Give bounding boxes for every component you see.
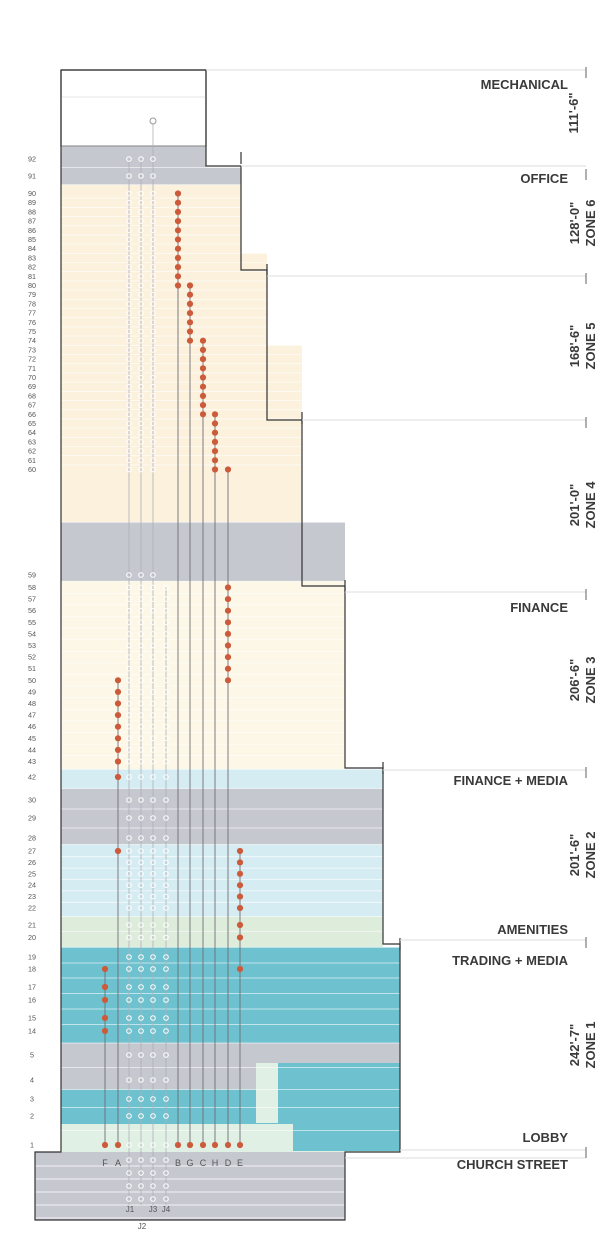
floor-label-47: 47 bbox=[28, 710, 36, 720]
floor-band-63 bbox=[61, 437, 302, 446]
elevator-stop-d bbox=[225, 619, 231, 625]
floor-label-75: 75 bbox=[28, 327, 36, 336]
floor-band-28 bbox=[61, 828, 383, 845]
floor-label-65: 65 bbox=[28, 419, 36, 428]
elevator-stop-b bbox=[175, 200, 181, 206]
floor-label-24: 24 bbox=[28, 880, 36, 890]
floor-label-44: 44 bbox=[28, 745, 36, 755]
floor-band-67 bbox=[61, 401, 302, 410]
floor-label-17: 17 bbox=[28, 982, 36, 992]
floor-label-43: 43 bbox=[28, 757, 36, 766]
floor-label-81: 81 bbox=[28, 271, 36, 281]
elevator-stop-a bbox=[115, 1142, 121, 1148]
elevator-stop-e bbox=[237, 871, 243, 877]
elevator-stop-a bbox=[115, 758, 121, 764]
elevator-stop-g bbox=[187, 338, 193, 344]
floor-label-28: 28 bbox=[28, 833, 36, 843]
elevator-stop-d bbox=[225, 466, 231, 472]
elevator-stop-b bbox=[175, 227, 181, 233]
zone-6-label: ZONE 6 bbox=[583, 199, 598, 247]
floor-label-90: 90 bbox=[28, 189, 36, 198]
floor-band-81 bbox=[61, 272, 267, 281]
floor-band-69 bbox=[61, 382, 302, 391]
floor-band-17 bbox=[61, 978, 400, 994]
floor-band-25 bbox=[61, 868, 383, 879]
floor-label-68: 68 bbox=[28, 391, 36, 401]
height-mechanical: 111'-6" bbox=[566, 92, 581, 134]
floor-band-30 bbox=[61, 789, 383, 810]
elevator-stop-g bbox=[187, 1142, 193, 1148]
elevator-stop-d bbox=[225, 631, 231, 637]
elevator-stop-b bbox=[175, 1142, 181, 1148]
shaft-label-f: F bbox=[102, 1158, 108, 1168]
floor-label-92: 92 bbox=[28, 154, 36, 164]
label-finance-media: FINANCE + MEDIA bbox=[453, 773, 568, 788]
floor-label-26: 26 bbox=[28, 857, 36, 867]
floor-label-83: 83 bbox=[28, 253, 36, 263]
elevator-stop-d bbox=[225, 666, 231, 672]
elevator-stop-e bbox=[237, 905, 243, 911]
floor-label-80: 80 bbox=[28, 281, 36, 290]
floor-band-16 bbox=[61, 994, 400, 1010]
core-label-j2: J2 bbox=[137, 1222, 147, 1231]
floor-label-53: 53 bbox=[28, 641, 36, 650]
floor-label-20: 20 bbox=[28, 933, 36, 942]
elevator-stop-b bbox=[175, 273, 181, 279]
height-zone-5: 168'-6" bbox=[567, 324, 582, 368]
floor-band-20 bbox=[61, 931, 383, 947]
floor-band-71 bbox=[61, 364, 302, 373]
elevator-stop-f bbox=[102, 1142, 108, 1148]
floor-label-25: 25 bbox=[28, 869, 36, 879]
floor-label-55: 55 bbox=[28, 617, 36, 627]
zone-3-label: ZONE 3 bbox=[583, 656, 598, 704]
floor-band-72 bbox=[61, 355, 302, 364]
floor-band-76 bbox=[61, 318, 267, 327]
elevator-stop-d bbox=[225, 584, 231, 590]
elevator-stop-c bbox=[200, 402, 206, 408]
elevator-stop-h bbox=[212, 420, 218, 426]
elevator-stop-d bbox=[225, 654, 231, 660]
floor-band-78 bbox=[61, 299, 267, 308]
floor-label-22: 22 bbox=[28, 903, 36, 913]
mechanical-box bbox=[61, 70, 206, 146]
floor-number-labels bbox=[28, 155, 36, 1150]
height-zone-3: 206'-6" bbox=[567, 658, 582, 702]
elevator-stop-h bbox=[212, 439, 218, 445]
floor-band-15 bbox=[61, 1009, 400, 1025]
elevator-stop-d bbox=[225, 677, 231, 683]
elevator-stop-g bbox=[187, 301, 193, 307]
label-amenities: AMENITIES bbox=[497, 922, 568, 937]
floor-label-30: 30 bbox=[28, 795, 36, 805]
floor-label-46: 46 bbox=[28, 722, 36, 732]
label-mechanical: MECHANICAL bbox=[480, 77, 568, 92]
floor-label-70: 70 bbox=[28, 373, 36, 382]
floor-band-61 bbox=[61, 456, 302, 465]
elevator-stop-g bbox=[187, 292, 193, 298]
floor-band-42 bbox=[61, 769, 383, 788]
elevator-stop-c bbox=[200, 393, 206, 399]
height-zone-6: 128'-0" bbox=[567, 201, 582, 245]
floor-label-77: 77 bbox=[28, 308, 36, 318]
floor-label-91: 91 bbox=[28, 171, 36, 181]
floor-label-61: 61 bbox=[28, 455, 36, 465]
floor-band-19 bbox=[61, 947, 400, 963]
floor-label-79: 79 bbox=[28, 290, 36, 300]
floor-label-73: 73 bbox=[28, 345, 36, 355]
elevator-stop-c bbox=[200, 1142, 206, 1148]
floor-band-75 bbox=[61, 327, 267, 336]
floor-band-82 bbox=[61, 263, 267, 272]
floor-band-77 bbox=[61, 309, 267, 318]
shaft-label-e: E bbox=[236, 1158, 244, 1168]
elevator-stop-h bbox=[212, 430, 218, 436]
core-top-stop bbox=[150, 118, 156, 124]
floor-label-63: 63 bbox=[28, 437, 36, 447]
elevator-stop-c bbox=[200, 411, 206, 417]
core-label-j1: J1 bbox=[125, 1205, 135, 1214]
elevator-stop-c bbox=[200, 338, 206, 344]
floor-label-14: 14 bbox=[28, 1026, 36, 1036]
elevator-stop-g bbox=[187, 310, 193, 316]
floor-band-92 bbox=[61, 146, 206, 168]
label-trading-media: TRADING + MEDIA bbox=[452, 953, 568, 968]
height-zone-1: 242'-7" bbox=[567, 1023, 582, 1067]
floor-band-22 bbox=[61, 902, 383, 916]
elevator-stop-c bbox=[200, 347, 206, 353]
elevator-stop-f bbox=[102, 984, 108, 990]
core-label-j4: J4 bbox=[161, 1205, 171, 1214]
floor-label-74: 74 bbox=[28, 336, 36, 346]
floor-label-2: 2 bbox=[30, 1111, 34, 1121]
floor-band-70 bbox=[61, 373, 302, 382]
shaft-label-b: B bbox=[174, 1158, 182, 1168]
floor-band-14 bbox=[61, 1025, 400, 1044]
elevator-stop-c bbox=[200, 356, 206, 362]
floor-band-27 bbox=[61, 845, 383, 857]
floor-label-89: 89 bbox=[28, 198, 36, 208]
zone-5-label: ZONE 5 bbox=[583, 322, 598, 370]
floor-band-66 bbox=[61, 410, 302, 419]
floor-band-26 bbox=[61, 857, 383, 868]
floor-band-68 bbox=[61, 391, 302, 400]
height-zone-2: 201'-6" bbox=[567, 833, 582, 877]
floor-label-76: 76 bbox=[28, 317, 36, 327]
floor-label-19: 19 bbox=[28, 952, 36, 962]
floor-label-51: 51 bbox=[28, 664, 36, 674]
elevator-stop-a bbox=[115, 677, 121, 683]
floor-label-21: 21 bbox=[28, 920, 36, 930]
elevator-stop-f bbox=[102, 966, 108, 972]
elevator-stop-e bbox=[237, 859, 243, 865]
elevator-stop-a bbox=[115, 747, 121, 753]
shaft-label-h: H bbox=[211, 1158, 219, 1168]
elevator-stop-a bbox=[115, 700, 121, 706]
floor-band-29 bbox=[61, 809, 383, 828]
elevator-stop-e bbox=[237, 882, 243, 888]
floor-label-29: 29 bbox=[28, 813, 36, 823]
floor-label-57: 57 bbox=[28, 594, 36, 604]
floor-label-3: 3 bbox=[30, 1094, 34, 1104]
elevator-stop-a bbox=[115, 774, 121, 780]
floor-band-18 bbox=[61, 963, 400, 978]
floor-band-64 bbox=[61, 428, 302, 437]
elevator-stop-h bbox=[212, 448, 218, 454]
floor-label-59: 59 bbox=[28, 570, 36, 580]
shaft-label-a: A bbox=[114, 1158, 122, 1168]
floor-label-58: 58 bbox=[28, 583, 36, 592]
height-zone-4: 201'-0" bbox=[567, 483, 582, 527]
floor-band-23 bbox=[61, 891, 383, 902]
elevator-stop-a bbox=[115, 735, 121, 741]
elevator-stop-d bbox=[225, 608, 231, 614]
core-label-j3: J3 bbox=[148, 1205, 158, 1214]
elevator-stop-a bbox=[115, 724, 121, 730]
elevator-stop-a bbox=[115, 689, 121, 695]
floor-band-65 bbox=[61, 419, 302, 428]
floor-label-15: 15 bbox=[28, 1013, 36, 1023]
zone-2-label: ZONE 2 bbox=[583, 831, 598, 879]
floor-label-16: 16 bbox=[28, 995, 36, 1005]
elevator-stop-h bbox=[212, 466, 218, 472]
floor-label-82: 82 bbox=[28, 262, 36, 272]
elevator-stop-b bbox=[175, 190, 181, 196]
floor-label-54: 54 bbox=[28, 629, 36, 639]
shaft-label-c: C bbox=[199, 1158, 207, 1168]
floor-label-48: 48 bbox=[28, 699, 36, 708]
elevator-stop-b bbox=[175, 236, 181, 242]
elevator-stop-d bbox=[225, 642, 231, 648]
elevator-stop-e bbox=[237, 894, 243, 900]
zone-4-label: ZONE 4 bbox=[583, 481, 598, 529]
elevator-stop-e bbox=[237, 966, 243, 972]
floor-label-1: 1 bbox=[30, 1140, 34, 1150]
floor-label-52: 52 bbox=[28, 652, 36, 662]
elevator-stop-e bbox=[237, 934, 243, 940]
elevator-stop-a bbox=[115, 848, 121, 854]
floor-band-80 bbox=[61, 281, 267, 290]
atrium-strip bbox=[256, 1063, 278, 1123]
zone-1-label: ZONE 1 bbox=[583, 1021, 598, 1069]
elevator-stop-f bbox=[102, 1015, 108, 1021]
floor-band-83 bbox=[61, 253, 267, 262]
elevator-stop-e bbox=[237, 1142, 243, 1148]
elevator-stop-b bbox=[175, 218, 181, 224]
elevator-stop-c bbox=[200, 384, 206, 390]
elevator-stop-h bbox=[212, 457, 218, 463]
floor-label-45: 45 bbox=[28, 733, 36, 743]
floor-band-60 bbox=[61, 465, 302, 522]
floor-label-87: 87 bbox=[28, 216, 36, 226]
elevator-stop-g bbox=[187, 328, 193, 334]
elevator-stop-e bbox=[237, 848, 243, 854]
floor-label-71: 71 bbox=[28, 363, 36, 373]
floor-band-79 bbox=[61, 290, 267, 299]
shaft-label-d: D bbox=[224, 1158, 232, 1168]
elevator-stop-f bbox=[102, 1028, 108, 1034]
elevator-stop-h bbox=[212, 1142, 218, 1148]
floor-label-42: 42 bbox=[28, 772, 36, 782]
floor-label-84: 84 bbox=[28, 244, 36, 254]
elevator-stop-c bbox=[200, 365, 206, 371]
elevator-stop-b bbox=[175, 255, 181, 261]
label-lobby: LOBBY bbox=[522, 1130, 568, 1145]
floor-label-86: 86 bbox=[28, 225, 36, 235]
floor-label-88: 88 bbox=[28, 207, 36, 217]
floor-band-62 bbox=[61, 447, 302, 456]
floor-band-21 bbox=[61, 917, 383, 932]
floor-label-85: 85 bbox=[28, 235, 36, 244]
elevator-stop-b bbox=[175, 282, 181, 288]
floor-label-64: 64 bbox=[28, 428, 36, 438]
elevator-stop-e bbox=[237, 922, 243, 928]
elevator-stop-b bbox=[175, 246, 181, 252]
elevator-stop-h bbox=[212, 411, 218, 417]
floor-label-18: 18 bbox=[28, 964, 36, 974]
label-office: OFFICE bbox=[520, 171, 568, 186]
floor-label-50: 50 bbox=[28, 675, 36, 685]
floor-label-27: 27 bbox=[28, 846, 36, 856]
floor-label-66: 66 bbox=[28, 409, 36, 419]
elevator-stop-g bbox=[187, 282, 193, 288]
floor-band-90 bbox=[61, 185, 241, 198]
elevator-stop-g bbox=[187, 319, 193, 325]
shaft-label-g: G bbox=[186, 1158, 194, 1168]
floor-label-4: 4 bbox=[30, 1075, 34, 1085]
floor-label-62: 62 bbox=[28, 446, 36, 456]
elevator-stop-a bbox=[115, 712, 121, 718]
floor-label-72: 72 bbox=[28, 354, 36, 364]
floor-label-60: 60 bbox=[28, 465, 36, 474]
floor-band-74 bbox=[61, 336, 267, 345]
floor-label-56: 56 bbox=[28, 606, 36, 616]
floor-band-24 bbox=[61, 880, 383, 891]
elevator-stop-d bbox=[225, 1142, 231, 1148]
label-finance: FINANCE bbox=[510, 600, 568, 615]
atrium-right bbox=[278, 1063, 400, 1151]
label-church-street: CHURCH STREET bbox=[456, 1157, 568, 1172]
floor-label-78: 78 bbox=[28, 299, 36, 309]
floor-label-23: 23 bbox=[28, 892, 36, 902]
elevator-stop-d bbox=[225, 596, 231, 602]
elevator-stop-c bbox=[200, 374, 206, 380]
floor-band-73 bbox=[61, 345, 302, 354]
elevator-stop-f bbox=[102, 997, 108, 1003]
floor-label-5: 5 bbox=[30, 1050, 34, 1060]
elevator-stop-b bbox=[175, 264, 181, 270]
elevator-stop-b bbox=[175, 209, 181, 215]
floor-label-49: 49 bbox=[28, 687, 36, 697]
floor-label-69: 69 bbox=[28, 382, 36, 392]
floor-label-67: 67 bbox=[28, 400, 36, 410]
